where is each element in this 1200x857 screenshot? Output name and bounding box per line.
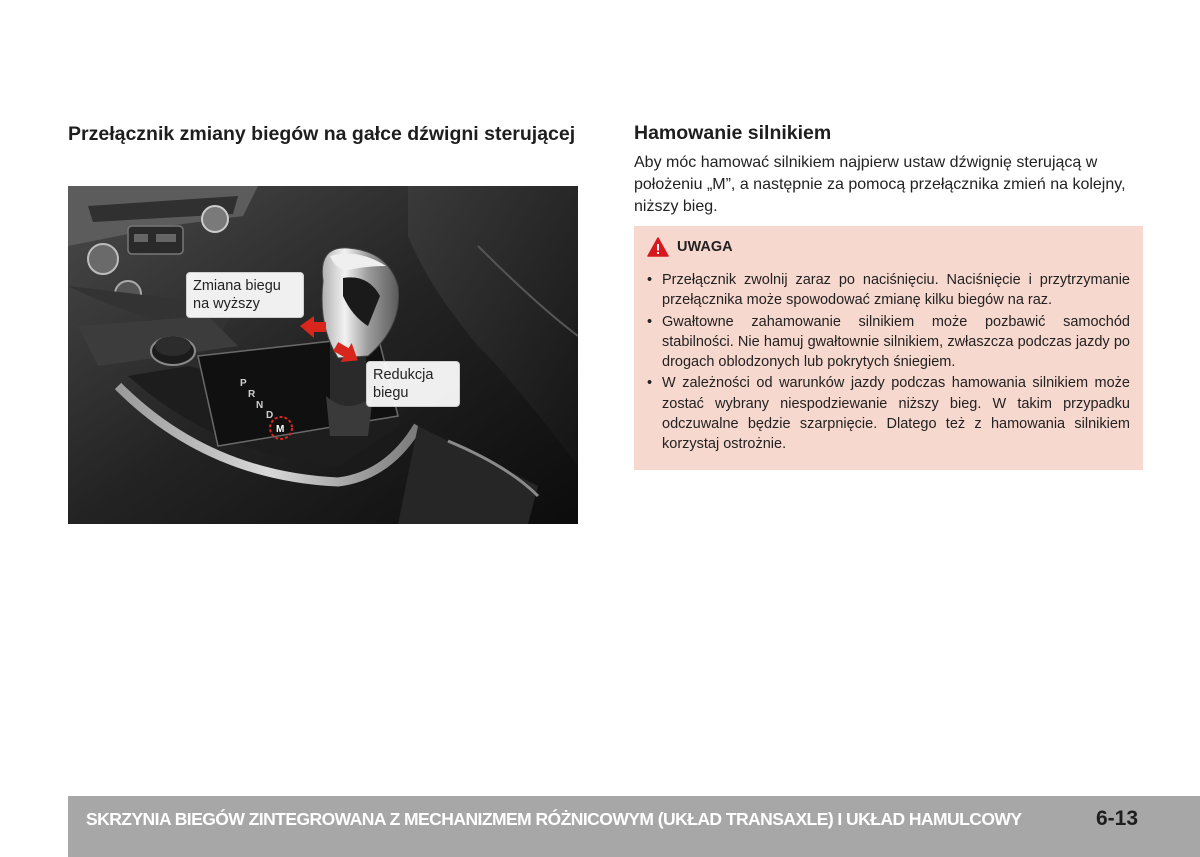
bullet-icon: • xyxy=(647,375,653,392)
bullet-icon: • xyxy=(647,272,653,288)
warning-item: • Gwałtowne zahamowanie silnikiem może pozbawić samochód stabilności. Nie hamuj gwałtownie silnikiem, zwłaszcza podczas jazdy po drogach oblodzonych lub pokrytych śniegiem. xyxy=(647,313,1130,371)
svg-text:R: R xyxy=(248,389,256,400)
svg-text:D: D xyxy=(266,410,274,421)
bullet-icon: • xyxy=(647,313,653,330)
gear-shifter-photo xyxy=(68,186,578,524)
warning-item: • W zależności od warunków jazdy podczas hamowania silnikiem może zostać wybrany niespodziewanie niższy bieg. W takim przypadku odczuwalne będzie szarpnięcie. Dlatego też z hamowania silnikiem korzystaj ostrożnie. xyxy=(647,375,1130,453)
gear-gate-letter-m: M xyxy=(276,424,285,435)
engine-braking-paragraph: Aby móc hamować silnikiem najpierw ustaw dźwignię sterującą w położeniu „M”, a następnie za pomocą przełącznika zmień na kolejny, niższy bieg. xyxy=(634,154,1126,215)
warning-triangle-icon xyxy=(647,237,669,257)
downshift-callout: Redukcja biegu xyxy=(366,361,460,407)
warning-title: UWAGA xyxy=(677,239,733,255)
upshift-callout: Zmiana biegu na wyższy xyxy=(186,272,304,318)
page-number: 6-13 xyxy=(1096,807,1139,830)
warning-box xyxy=(634,226,1143,470)
section-title-engine-braking: Hamowanie silnikiem xyxy=(634,122,832,144)
svg-text:P: P xyxy=(240,378,247,389)
section-title-gear-switch: Przełącznik zmiany biegów na gałce dźwigni sterującej xyxy=(68,123,576,145)
page-footer xyxy=(68,796,1200,857)
warning-header xyxy=(647,236,1130,258)
warning-list xyxy=(647,270,1130,455)
gear-shifter-illustration xyxy=(68,186,578,524)
svg-text:N: N xyxy=(256,400,264,411)
footer-chapter-title: SKRZYNIA BIEGÓW ZINTEGROWANA Z MECHANIZMEM RÓŻNICOWYM (UKŁAD TRANSAXLE) I UKŁAD HAMULCOWY xyxy=(86,809,1022,829)
warning-item: • Przełącznik zwolnij zaraz po naciśnięciu. Naciśnięcie i przytrzymanie przełącznika może spowodować zmianę kilku biegów na raz. xyxy=(647,272,1130,309)
